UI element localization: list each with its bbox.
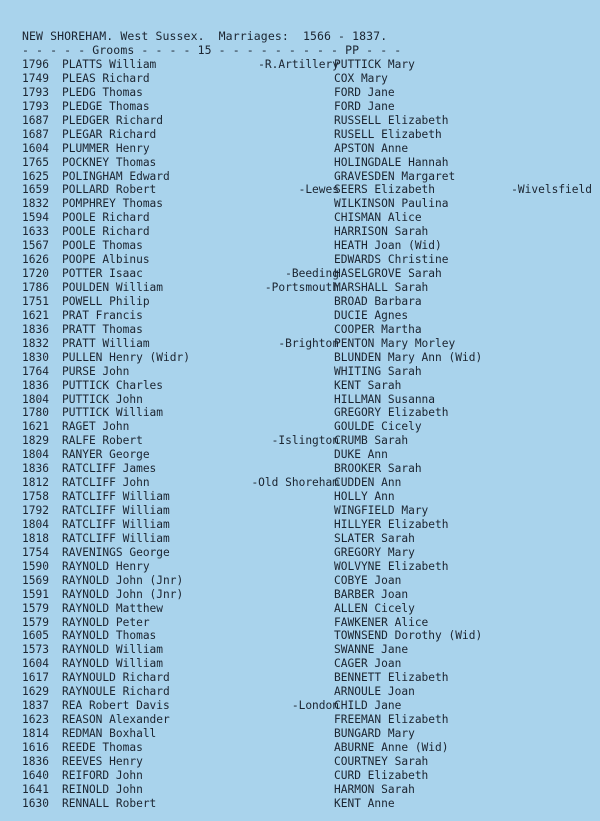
entry-year: 1720	[22, 267, 49, 281]
entry-year: 1640	[22, 768, 49, 782]
entry-year: 1793	[22, 85, 49, 99]
entry-year: 1818	[22, 531, 49, 545]
entry-year: 1629	[22, 685, 49, 699]
bride-name: CURD Elizabeth	[334, 768, 429, 782]
groom-name: PRATT Thomas	[62, 322, 143, 336]
groom-parish: -Lewes	[298, 183, 339, 197]
entry-year: 1569	[22, 573, 49, 587]
groom-name: RATCLIFF William	[62, 504, 170, 517]
bride-name: GREGORY Elizabeth	[334, 406, 449, 420]
bride-name: COBYE Joan	[334, 573, 402, 587]
entry-year: 1832	[22, 197, 49, 211]
entry-year: 1830	[22, 350, 49, 364]
entry-year: 1616	[22, 740, 49, 754]
entry-year: 1804	[22, 448, 49, 462]
entry-year: 1687	[22, 113, 49, 127]
entry-year: 1754	[22, 545, 49, 559]
bride-name: SEERS Elizabeth	[334, 183, 436, 197]
groom-name: RAYNOLD Thomas	[62, 629, 157, 643]
entry-year: 1829	[22, 434, 49, 448]
entry-year: 1804	[22, 392, 49, 406]
bride-name: FORD Jane	[334, 99, 395, 113]
page-title: NEW SHOREHAM. West Sussex. Marriages: 1566 - 1837.	[22, 29, 388, 43]
list-item	[22, 434, 592, 448]
groom-name: PLEDGER Richard	[62, 113, 164, 127]
bride-name: HASELGROVE Sarah	[334, 267, 442, 281]
groom-name: REEDE Thomas	[62, 740, 143, 754]
groom-parish: -Old Shoreham	[251, 476, 339, 490]
entry-year: 1836	[22, 462, 49, 476]
bride-name: BENNETT Elizabeth	[334, 671, 449, 685]
list-item	[22, 671, 592, 685]
list-item	[22, 351, 592, 365]
groom-name: PRAT Francis	[62, 308, 143, 322]
entry-year: 1780	[22, 406, 49, 420]
list-item	[22, 114, 592, 128]
list-item	[22, 211, 592, 225]
list-item	[22, 616, 592, 630]
entry-year: 1621	[22, 420, 49, 434]
bride-name: GREGORY Mary	[334, 545, 415, 559]
entry-year: 1633	[22, 225, 49, 239]
groom-name: RAYNOLD John (Jnr)	[62, 587, 184, 601]
list-item	[22, 685, 592, 699]
groom-name: RATCLIFF William	[62, 531, 170, 545]
marriage-list	[22, 58, 592, 811]
groom-name: PUTTICK William	[62, 406, 164, 420]
list-item	[22, 629, 592, 643]
bride-name: MARSHALL Sarah	[334, 281, 429, 294]
list-item	[22, 281, 592, 295]
bride-name: TOWNSEND Dorothy (Wid)	[334, 629, 483, 643]
list-item	[22, 588, 592, 602]
list-item	[22, 420, 592, 434]
list-item	[22, 741, 592, 755]
groom-name: POMPHREY Thomas	[62, 197, 164, 211]
bride-name: EDWARDS Christine	[334, 253, 449, 267]
list-item	[22, 769, 592, 783]
bride-name: PENTON Mary Morley	[334, 336, 456, 350]
list-item	[22, 337, 592, 351]
groom-name: RATCLIFF William	[62, 517, 170, 531]
bride-name: KENT Anne	[334, 796, 395, 810]
bride-name: GRAVESDEN Margaret	[334, 169, 456, 183]
groom-name: PLEAS Richard	[62, 71, 150, 85]
groom-parish: -Islington	[271, 434, 339, 448]
bride-name: KENT Sarah	[334, 378, 402, 392]
entry-year: 1579	[22, 615, 49, 629]
list-item	[22, 602, 592, 616]
groom-name: RAYNOULE Richard	[62, 685, 170, 699]
entry-year: 1765	[22, 155, 49, 169]
bride-name: HARRISON Sarah	[334, 225, 429, 239]
groom-name: REASON Alexander	[62, 713, 170, 727]
list-item	[22, 574, 592, 588]
groom-name: REIFORD John	[62, 768, 143, 782]
groom-name: POOLE Richard	[62, 211, 150, 225]
groom-name: RAYNOLD William	[62, 657, 164, 671]
groom-name: PLATTS William	[62, 58, 157, 71]
list-item	[22, 253, 592, 267]
groom-name: POTTER Isaac	[62, 267, 143, 281]
list-item	[22, 643, 592, 657]
bride-name: ALLEN Cicely	[334, 601, 415, 615]
entry-year: 1832	[22, 336, 49, 350]
entry-year: 1751	[22, 294, 49, 308]
list-item	[22, 225, 592, 239]
bride-name: COURTNEY Sarah	[334, 754, 429, 768]
list-item	[22, 518, 592, 532]
groom-name: POULDEN William	[62, 281, 164, 294]
bride-name: RUSELL Elizabeth	[334, 127, 442, 141]
entry-year: 1796	[22, 58, 49, 71]
entry-year: 1621	[22, 308, 49, 322]
list-item	[22, 86, 592, 100]
groom-name: PUTTICK John	[62, 392, 143, 406]
list-item	[22, 504, 592, 518]
groom-name: PUTTICK Charles	[62, 378, 164, 392]
list-item	[22, 379, 592, 393]
list-item	[22, 476, 592, 490]
list-item	[22, 365, 592, 379]
list-item	[22, 267, 592, 281]
bride-name: APSTON Anne	[334, 141, 409, 155]
list-item	[22, 532, 592, 546]
entry-year: 1758	[22, 490, 49, 504]
groom-name: PLEGAR Richard	[62, 127, 157, 141]
list-item	[22, 295, 592, 309]
groom-name: RAYNOLD John (Jnr)	[62, 573, 184, 587]
groom-name: REDMAN Boxhall	[62, 727, 157, 740]
list-item	[22, 156, 592, 170]
groom-name: REEVES Henry	[62, 754, 143, 768]
entry-year: 1812	[22, 476, 49, 490]
groom-name: RENNALL Robert	[62, 796, 157, 810]
list-item	[22, 72, 592, 86]
bride-name: CAGER Joan	[334, 657, 402, 671]
list-item	[22, 309, 592, 323]
bride-name: SWANNE Jane	[334, 643, 409, 657]
groom-name: RATCLIFF John	[62, 476, 150, 490]
entry-year: 1591	[22, 587, 49, 601]
bride-name: RUSSELL Elizabeth	[334, 113, 449, 127]
groom-name: POLLARD Robert	[62, 183, 157, 197]
groom-name: PULLEN Henry (Widr)	[62, 350, 190, 364]
list-item	[22, 128, 592, 142]
bride-name: GOULDE Cicely	[334, 420, 422, 434]
groom-name: RAVENINGS George	[62, 545, 170, 559]
bride-name: HEATH Joan (Wid)	[334, 239, 442, 253]
list-item	[22, 546, 592, 560]
groom-parish: -London	[291, 699, 339, 713]
groom-name: RAYNOLD Henry	[62, 559, 150, 573]
list-item	[22, 239, 592, 253]
bride-name: PUTTICK Mary	[334, 58, 415, 71]
entry-year: 1792	[22, 504, 49, 517]
entry-year: 1617	[22, 671, 49, 685]
groom-parish: -R.Artillery	[258, 58, 339, 71]
entry-year: 1625	[22, 169, 49, 183]
groom-name: REINOLD John	[62, 782, 143, 796]
groom-name: POWELL Philip	[62, 294, 150, 308]
entry-year: 1749	[22, 71, 49, 85]
page-subtitle: - - - - - Grooms - - - - 15 - - - - - - - - - PP - - -	[22, 43, 402, 57]
entry-year: 1836	[22, 322, 49, 336]
list-item	[22, 560, 592, 574]
bride-name: CHISMAN Alice	[334, 211, 422, 225]
bride-name: SLATER Sarah	[334, 531, 415, 545]
groom-parish: -Portsmouth	[264, 281, 339, 294]
list-item	[22, 699, 592, 713]
bride-name: HARMON Sarah	[334, 782, 415, 796]
list-item	[22, 323, 592, 337]
list-item	[22, 797, 592, 811]
list-item	[22, 657, 592, 671]
groom-name: PLUMMER Henry	[62, 141, 150, 155]
bride-name: COX Mary	[334, 71, 388, 85]
list-item	[22, 197, 592, 211]
bride-name: CRUMB Sarah	[334, 434, 409, 448]
groom-name: RAYNOLD Peter	[62, 615, 150, 629]
groom-name: RATCLIFF James	[62, 462, 157, 476]
list-item	[22, 783, 592, 797]
bride-name: DUKE Ann	[334, 448, 388, 462]
entry-year: 1764	[22, 364, 49, 378]
list-item	[22, 462, 592, 476]
entry-year: 1626	[22, 253, 49, 267]
bride-name: HOLLY Ann	[334, 490, 395, 504]
groom-name: PLEDGE Thomas	[62, 99, 150, 113]
bride-name: CUDDEN Ann	[334, 476, 402, 490]
bride-name: WHITING Sarah	[334, 364, 422, 378]
list-item	[22, 170, 592, 184]
groom-name: RAYNOLD William	[62, 643, 164, 657]
entry-year: 1786	[22, 281, 49, 294]
list-item	[22, 713, 592, 727]
bride-name: FREEMAN Elizabeth	[334, 713, 449, 727]
entry-year: 1804	[22, 517, 49, 531]
list-item	[22, 393, 592, 407]
bride-name: ARNOULE Joan	[334, 685, 415, 699]
entry-year: 1567	[22, 239, 49, 253]
groom-name: PLEDG Thomas	[62, 85, 143, 99]
entry-year: 1594	[22, 211, 49, 225]
entry-year: 1605	[22, 629, 49, 643]
bride-name: BLUNDEN Mary Ann (Wid)	[334, 350, 483, 364]
bride-name: ABURNE Anne (Wid)	[334, 740, 449, 754]
entry-year: 1641	[22, 782, 49, 796]
bride-name: DUCIE Agnes	[334, 308, 409, 322]
groom-name: POOPE Albinus	[62, 253, 150, 267]
bride-name: BUNGARD Mary	[334, 727, 415, 740]
bride-name: HOLINGDALE Hannah	[334, 155, 449, 169]
entry-year: 1836	[22, 754, 49, 768]
groom-name: RAYNOLD Matthew	[62, 601, 164, 615]
list-item	[22, 755, 592, 769]
entry-year: 1604	[22, 141, 49, 155]
entry-year: 1659	[22, 183, 49, 197]
list-item	[22, 100, 592, 114]
bride-name: COOPER Martha	[334, 322, 422, 336]
groom-parish: -Brighton	[278, 336, 339, 350]
groom-name: PURSE John	[62, 364, 130, 378]
groom-name: RAYNOULD Richard	[62, 671, 170, 685]
groom-name: REA Robert Davis	[62, 699, 170, 713]
entry-year: 1590	[22, 559, 49, 573]
bride-name: BROOKER Sarah	[334, 462, 422, 476]
list-item	[22, 142, 592, 156]
bride-name: BROAD Barbara	[334, 294, 422, 308]
bride-name: HILLYER Elizabeth	[334, 517, 449, 531]
list-item	[22, 727, 592, 741]
groom-name: POCKNEY Thomas	[62, 155, 157, 169]
groom-name: RANYER George	[62, 448, 150, 462]
bride-name: BARBER Joan	[334, 587, 409, 601]
groom-name: POOLE Richard	[62, 225, 150, 239]
entry-year: 1793	[22, 99, 49, 113]
groom-name: RALFE Robert	[62, 434, 143, 448]
entry-year: 1573	[22, 643, 49, 657]
list-item	[22, 406, 592, 420]
entry-year: 1687	[22, 127, 49, 141]
bride-name: CHILD Jane	[334, 699, 402, 713]
list-item	[22, 58, 592, 72]
groom-parish: -Beeding	[285, 267, 339, 281]
entry-year: 1604	[22, 657, 49, 671]
groom-name: POLINGHAM Edward	[62, 169, 170, 183]
entry-year: 1837	[22, 699, 49, 713]
bride-name: WILKINSON Paulina	[334, 197, 449, 211]
list-item	[22, 183, 592, 197]
bride-name: WINGFIELD Mary	[334, 504, 429, 517]
bride-parish: -Wivelsfield	[511, 183, 592, 197]
entry-year: 1814	[22, 727, 49, 740]
bride-name: HILLMAN Susanna	[334, 392, 436, 406]
bride-name: FORD Jane	[334, 85, 395, 99]
bride-name: FAWKENER Alice	[334, 615, 429, 629]
entry-year: 1630	[22, 796, 49, 810]
bride-name: WOLVYNE Elizabeth	[334, 559, 449, 573]
groom-name: RATCLIFF William	[62, 490, 170, 504]
entry-year: 1623	[22, 713, 49, 727]
list-item	[22, 490, 592, 504]
groom-name: RAGET John	[62, 420, 130, 434]
list-item	[22, 448, 592, 462]
groom-name: PRATT William	[62, 336, 150, 350]
entry-year: 1836	[22, 378, 49, 392]
groom-name: POOLE Thomas	[62, 239, 143, 253]
entry-year: 1579	[22, 601, 49, 615]
